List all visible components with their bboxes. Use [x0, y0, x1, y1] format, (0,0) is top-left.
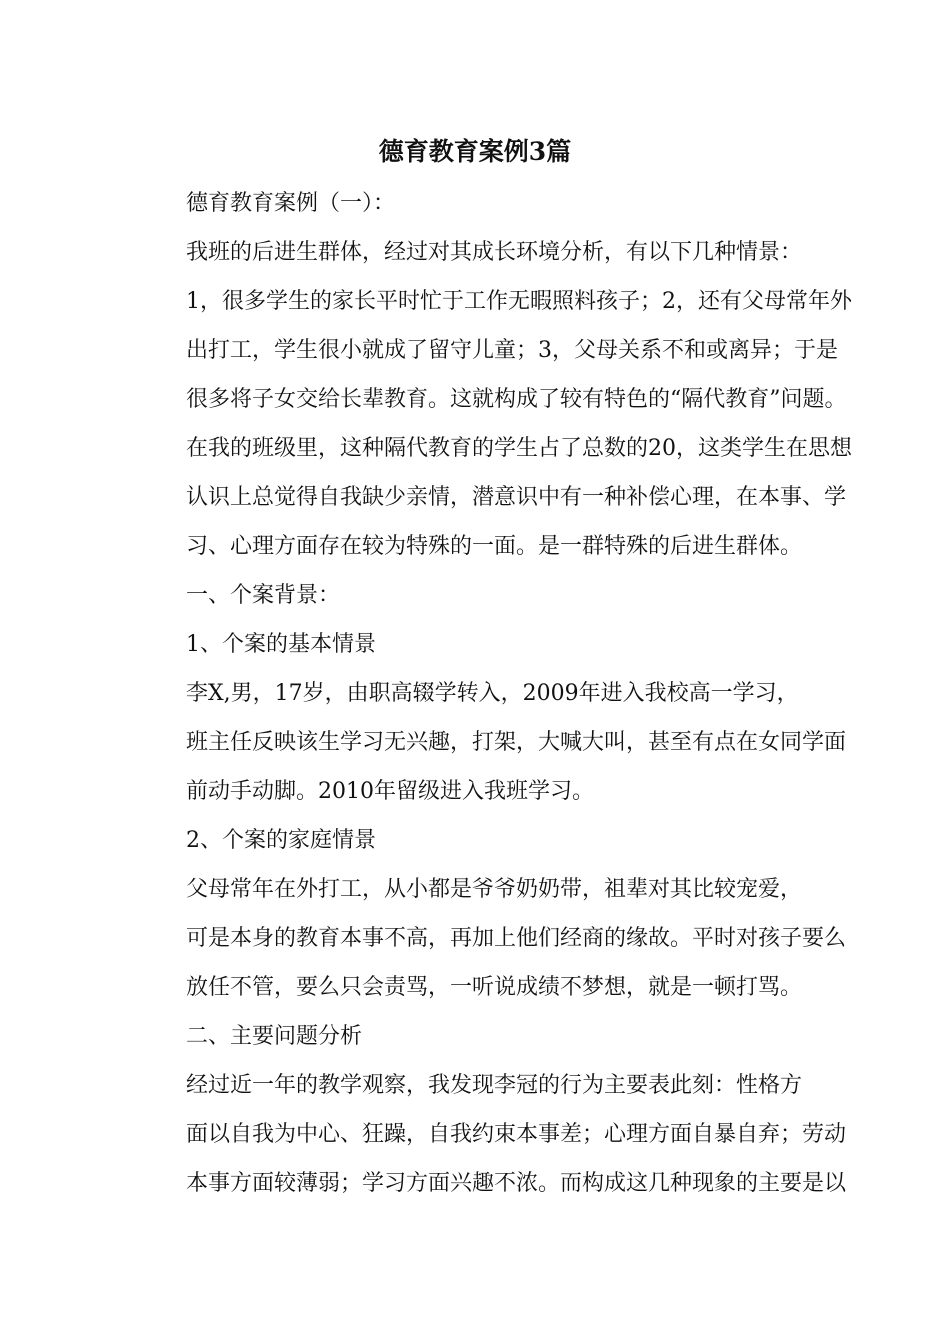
text-line: 很多将子女交给长辈教育。这就构成了较有特色的“隔代教育”问题。 — [186, 387, 847, 412]
paragraph — [140, 816, 820, 865]
text-line: 放任不管，要么只会责骂，一听说成绩不梦想，就是一顿打骂。 — [186, 975, 803, 1000]
text-line: 1、个案的基本情景 — [186, 632, 376, 657]
text-line: 面以自我为中心、狂躁，自我约束本事差；心理方面自暴自弃；劳动 — [186, 1122, 847, 1147]
text-line: 经过近一年的教学观察，我发现李冠的行为主要表此刻：性格方 — [186, 1073, 803, 1098]
text-line: 李X,男，17岁，由职高辍学转入，2009年进入我校高一学习， — [186, 681, 799, 706]
paragraph — [140, 1012, 820, 1061]
document-title — [0, 132, 950, 172]
text-line: 我班的后进生群体，经过对其成长环境分析，有以下几种情景： — [186, 240, 803, 265]
title-text: 德育教育案例 — [378, 137, 529, 166]
paragraph — [140, 865, 847, 1012]
paragraph — [140, 669, 847, 816]
paragraph — [140, 179, 820, 228]
document-body — [140, 179, 852, 1208]
text-line: 认识上总觉得自我缺少亲情，潜意识中有一种补偿心理，在本事、学 — [186, 485, 847, 510]
title-suffix: 篇 — [546, 137, 572, 166]
text-line: 前动手动脚。2010年留级进入我班学习。 — [186, 779, 594, 804]
text-line: 1，很多学生的家长平时忙于工作无暇照料孩子；2，还有父母常年外 — [186, 289, 852, 314]
text-line: 可是本身的教育本事不高，再加上他们经商的缘故。平时对孩子要么 — [186, 926, 847, 951]
text-line: 二、主要问题分析 — [186, 1024, 363, 1049]
paragraph — [140, 620, 820, 669]
text-line: 德育教育案例（一）： — [186, 191, 396, 216]
text-line: 在我的班级里，这种隔代教育的学生占了总数的20，这类学生在思想 — [186, 436, 852, 461]
text-line: 班主任反映该生学习无兴趣，打架，大喊大叫，甚至有点在女同学面 — [186, 730, 847, 755]
text-line: 出打工，学生很小就成了留守儿童；3，父母关系不和或离异；于是 — [186, 338, 838, 363]
paragraph — [140, 228, 852, 571]
text-line: 2、个案的家庭情景 — [186, 828, 376, 853]
paragraph — [140, 571, 820, 620]
text-line: 本事方面较薄弱；学习方面兴趣不浓。而构成这几种现象的主要是以 — [186, 1171, 847, 1196]
paragraph — [140, 1061, 847, 1208]
text-line: 习、心理方面存在较为特殊的一面。是一群特殊的后进生群体。 — [186, 534, 803, 559]
text-line: 父母常年在外打工，从小都是爷爷奶奶带，祖辈对其比较宠爱， — [186, 877, 803, 902]
text-line: 一、个案背景： — [186, 583, 341, 608]
title-number: 3 — [528, 137, 547, 166]
